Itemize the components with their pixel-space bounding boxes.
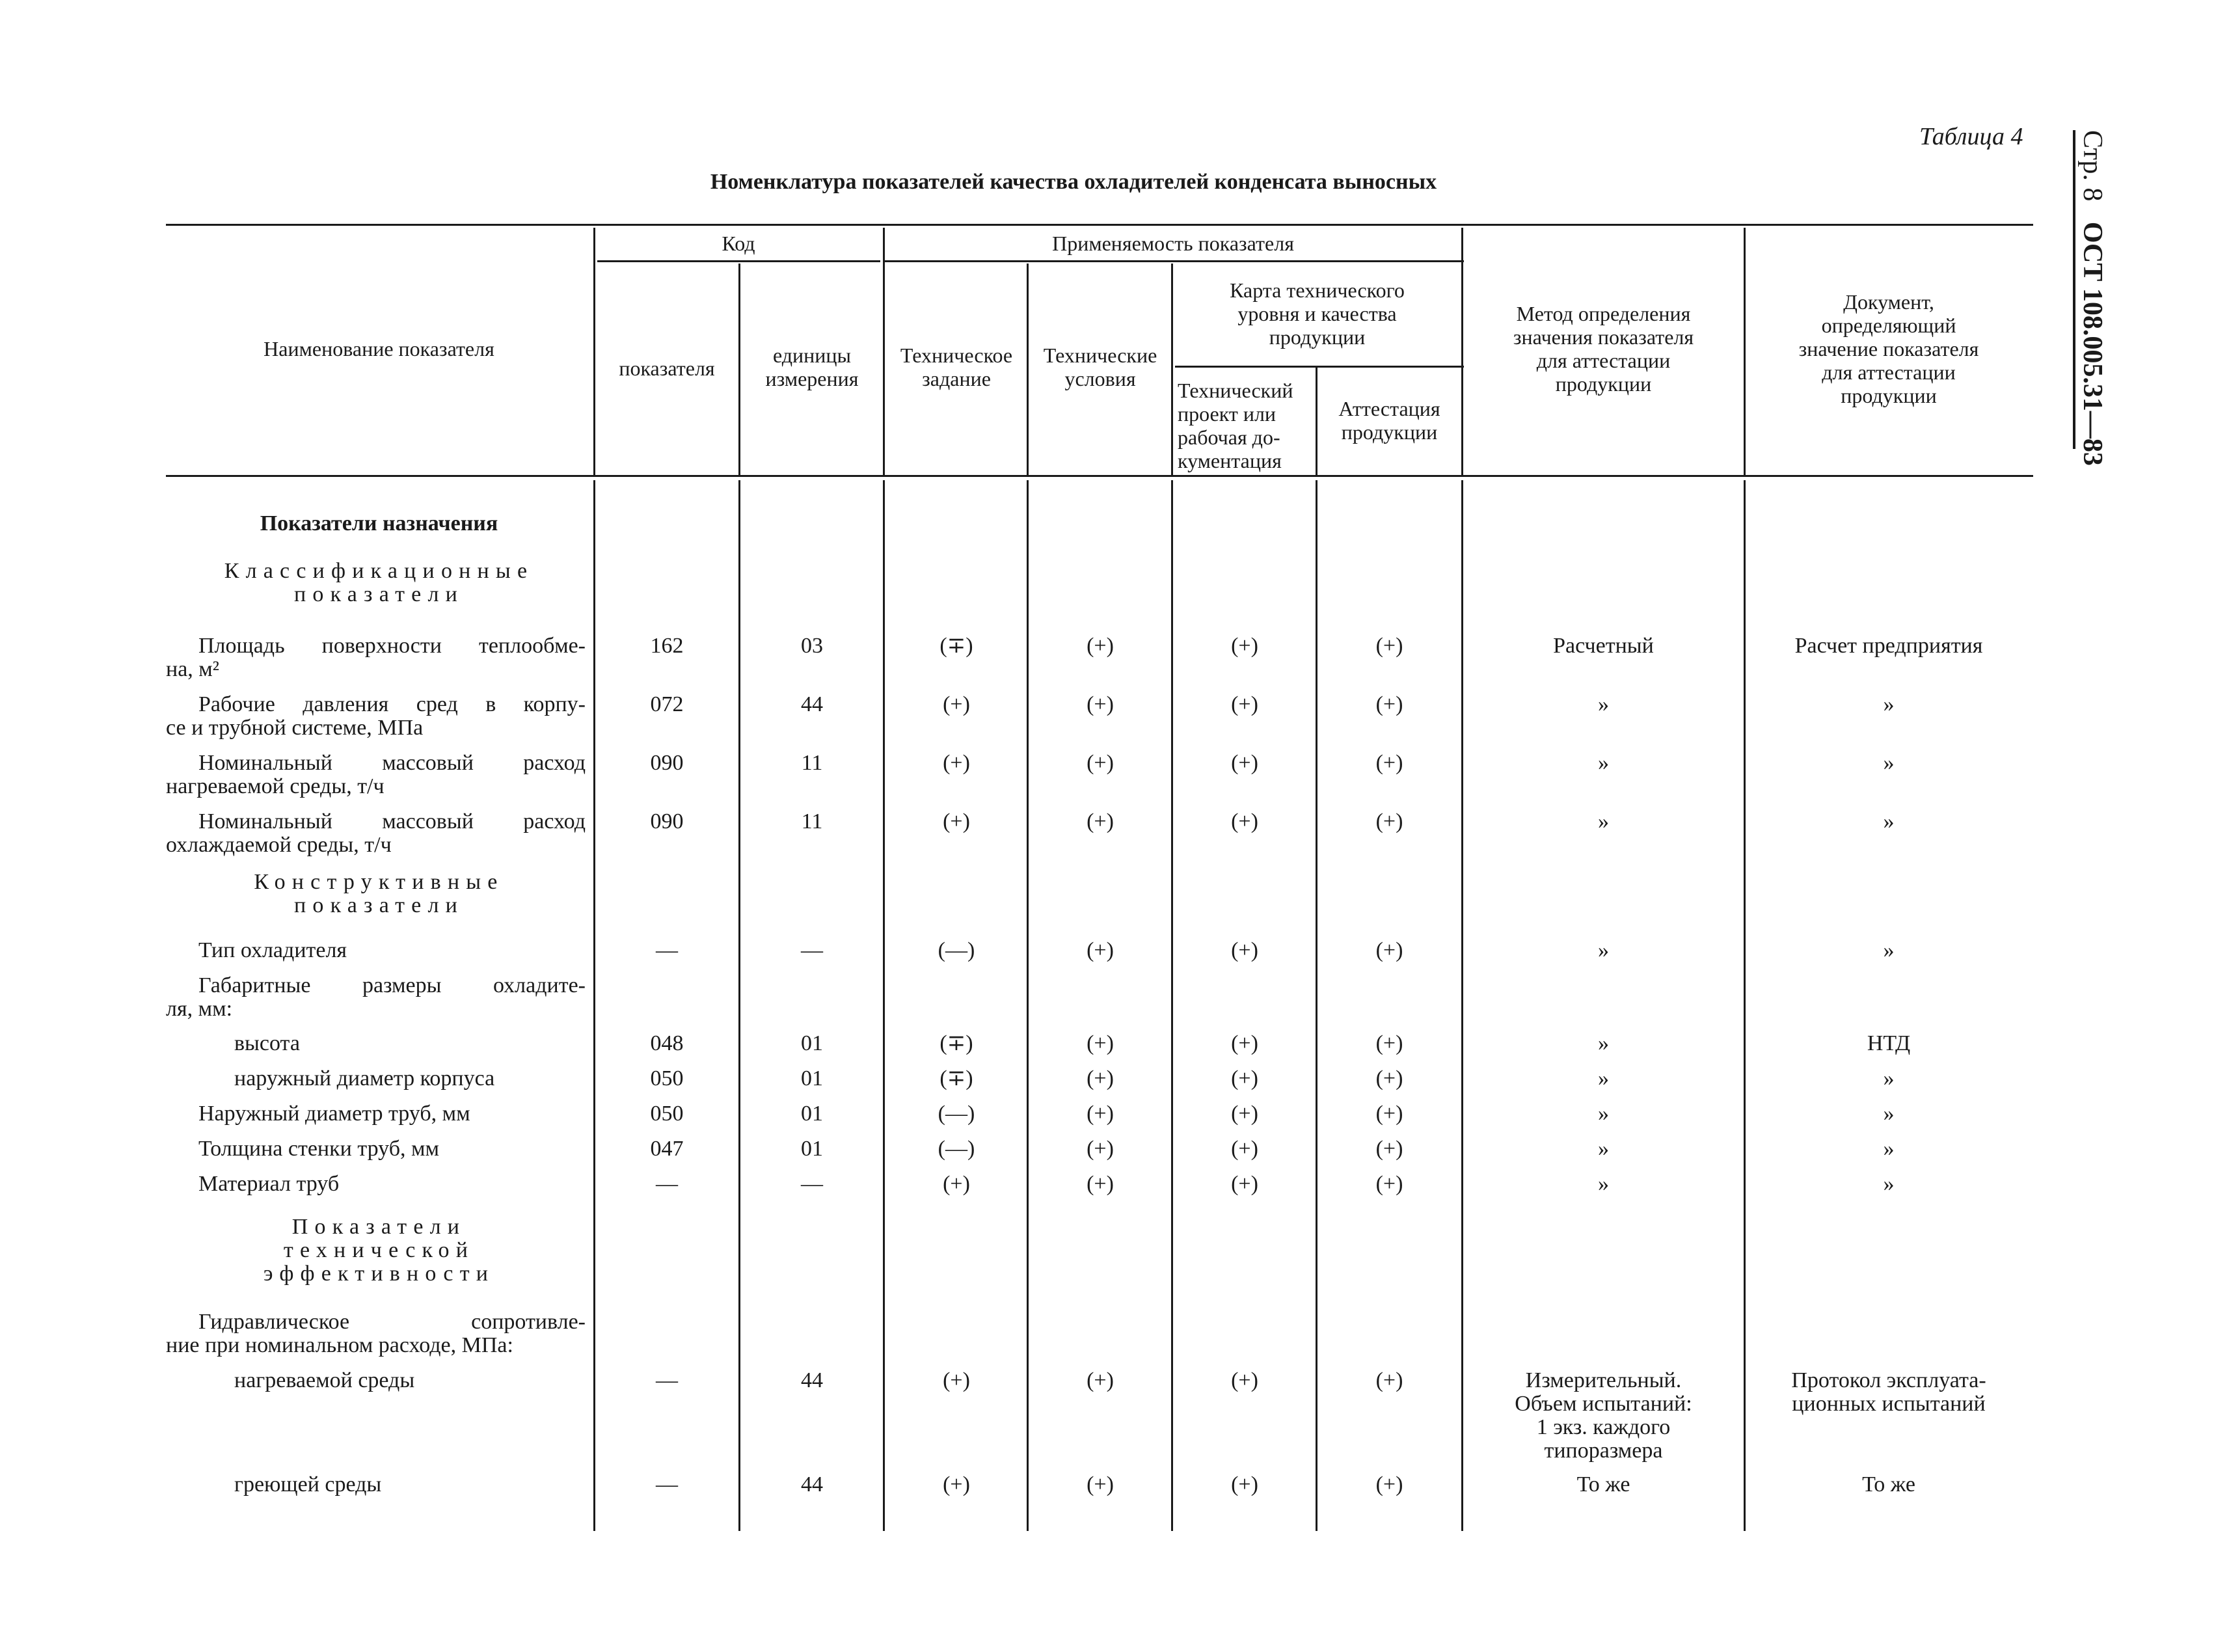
cell-tu: (+): [1087, 634, 1114, 658]
cell-tu: (+): [1087, 938, 1114, 962]
cell-tp: (+): [1231, 1472, 1258, 1496]
cell-method-4: типоразмера: [1544, 1439, 1663, 1463]
cell-tp: (+): [1231, 1137, 1258, 1161]
header-code-indicator: показателя: [619, 357, 715, 380]
cell-tp: (+): [1231, 1102, 1258, 1126]
cell-tu: (+): [1087, 1368, 1114, 1392]
row-name: Номинальный массовый расход: [198, 751, 586, 775]
header-tp-4: кументация: [1178, 449, 1282, 472]
standard-number: ОСТ 108.005.31—83: [2077, 221, 2107, 466]
cell-tp: (+): [1231, 692, 1258, 716]
cell-tz: (—): [938, 1102, 975, 1126]
cell-unit: 44: [801, 692, 823, 716]
cell-tz: (∓): [939, 634, 973, 658]
cell-doc: »: [1883, 1102, 1895, 1126]
cell-method: »: [1598, 692, 1609, 716]
cell-doc: »: [1883, 751, 1895, 775]
cell-doc: »: [1883, 1137, 1895, 1161]
code-rule: [597, 260, 880, 262]
cell-doc: То же: [1862, 1472, 1915, 1496]
cell-tp: (+): [1231, 809, 1258, 833]
section-efficiency: Показатели: [291, 1215, 466, 1239]
cell-tp: (+): [1231, 938, 1258, 962]
cell-code: 162: [650, 634, 684, 658]
row-name: наружный диаметр корпуса: [234, 1066, 495, 1090]
cell-tz: (—): [938, 938, 975, 962]
row-name: греющей среды: [234, 1472, 382, 1496]
header-doc-5: продукции: [1841, 384, 1937, 407]
section-purpose: Показатели назначения: [260, 511, 498, 535]
cell-doc: »: [1883, 692, 1895, 716]
header-doc-4: для аттестации: [1822, 360, 1956, 384]
header-bottom-rule: [166, 475, 2033, 477]
row-name: Номинальный массовый расход: [198, 809, 586, 833]
row-name-cont: охлаждаемой среды, т/ч: [166, 833, 392, 857]
cell-tu: (+): [1087, 692, 1114, 716]
cell-code: —: [656, 1172, 678, 1196]
cell-code: 090: [650, 809, 684, 833]
row-name: Толщина стенки труб, мм: [198, 1137, 440, 1161]
cell-tz: (+): [943, 1472, 970, 1496]
row-name: Тип охладителя: [198, 938, 347, 962]
cell-tu: (+): [1087, 1066, 1114, 1090]
row-name-cont: ля, мм:: [166, 997, 233, 1021]
cell-method: То же: [1576, 1472, 1630, 1496]
header-tp: Технический: [1178, 379, 1293, 402]
cell-tz: (+): [943, 1368, 970, 1392]
header-tp-2: проект или: [1178, 402, 1277, 426]
header-att-2: продукции: [1341, 420, 1438, 444]
cell-tu: (+): [1087, 1172, 1114, 1196]
cell-att: (+): [1375, 938, 1403, 962]
header-code-unit-2: измерения: [765, 367, 859, 390]
cell-method-3: 1 экз. каждого: [1536, 1415, 1671, 1439]
header-doc-3: значение показателя: [1798, 337, 1979, 360]
cell-unit: 01: [801, 1102, 823, 1126]
header-card-3: продукции: [1269, 325, 1366, 349]
cell-tu: (+): [1087, 1102, 1114, 1126]
cell-tz: (∓): [939, 1066, 973, 1090]
cell-unit: 03: [801, 634, 823, 658]
cell-method: »: [1598, 751, 1609, 775]
header-tz: Техническое: [900, 344, 1013, 367]
col-rule: [593, 228, 595, 475]
row-name-cont: ние при номинальном расходе, МПа:: [166, 1333, 513, 1357]
cell-att: (+): [1375, 1137, 1403, 1161]
cell-method: »: [1598, 1137, 1609, 1161]
header-code: Код: [722, 232, 755, 255]
cell-code: 090: [650, 751, 684, 775]
cell-unit: 11: [801, 809, 823, 833]
row-name: Площадь поверхности теплообме-: [198, 634, 586, 658]
cell-code: —: [656, 1368, 678, 1392]
cell-method-2: Объем испытаний:: [1515, 1392, 1692, 1416]
row-name: нагреваемой среды: [234, 1368, 415, 1392]
cell-att: (+): [1375, 692, 1403, 716]
row-name: Наружный диаметр труб, мм: [198, 1102, 470, 1126]
header-tp-3: рабочая до-: [1178, 426, 1280, 449]
cell-unit: 11: [801, 751, 823, 775]
row-name-cont: на, м²: [166, 657, 219, 681]
cell-method: »: [1598, 1066, 1609, 1090]
card-rule: [1175, 366, 1464, 368]
row-name: высота: [234, 1031, 300, 1055]
row-name-cont: нагреваемой среды, т/ч: [166, 774, 385, 798]
section-efficiency-2: технической: [283, 1238, 475, 1262]
cell-code: 048: [650, 1031, 684, 1055]
cell-code: 047: [650, 1137, 684, 1161]
header-code-unit: единицы: [772, 344, 852, 367]
section-classification-2: показатели: [293, 582, 465, 606]
section-efficiency-3: эффективности: [263, 1262, 495, 1286]
section-constructive-2: показатели: [293, 893, 465, 917]
cell-tz: (+): [943, 1172, 970, 1196]
header-method-3: для аттестации: [1536, 349, 1671, 372]
section-constructive: Конструктивные: [254, 870, 504, 894]
header-method-4: продукции: [1555, 372, 1652, 396]
cell-doc: Протокол эксплуата-: [1791, 1368, 1986, 1392]
cell-att: (+): [1375, 1368, 1403, 1392]
header-top-rule: [166, 224, 2033, 226]
header-method: Метод определения: [1516, 302, 1691, 325]
cell-att: (+): [1375, 1066, 1403, 1090]
cell-tz: (∓): [939, 1031, 973, 1055]
cell-tp: (+): [1231, 1368, 1258, 1392]
header-tz-2: задание: [922, 367, 991, 390]
cell-tu: (+): [1087, 1137, 1114, 1161]
cell-att: (+): [1375, 1472, 1403, 1496]
cell-att: (+): [1375, 1172, 1403, 1196]
row-name-cont: се и трубной системе, МПа: [166, 716, 424, 740]
cell-code: —: [656, 1472, 678, 1496]
cell-doc: »: [1883, 938, 1895, 962]
header-card: Карта технического: [1230, 278, 1405, 302]
row-name: Материал труб: [198, 1172, 340, 1196]
section-classification: Классификационные: [224, 559, 534, 583]
cell-code: 050: [650, 1102, 684, 1126]
cell-unit: 01: [801, 1137, 823, 1161]
cell-unit: 01: [801, 1031, 823, 1055]
header-name: Наименование показателя: [263, 337, 494, 360]
cell-code: 050: [650, 1066, 684, 1090]
cell-method: »: [1598, 1172, 1609, 1196]
cell-unit: —: [801, 938, 823, 962]
cell-tz: (+): [943, 751, 970, 775]
cell-unit: 44: [801, 1472, 823, 1496]
cell-method: Расчетный: [1553, 634, 1654, 658]
cell-tu: (+): [1087, 751, 1114, 775]
cell-tp: (+): [1231, 1031, 1258, 1055]
header-doc-2: определяющий: [1821, 314, 1956, 337]
cell-tp: (+): [1231, 1172, 1258, 1196]
cell-att: (+): [1375, 634, 1403, 658]
cell-doc: »: [1883, 809, 1895, 833]
header-att: Аттестация: [1338, 397, 1440, 420]
cell-doc: »: [1883, 1066, 1895, 1090]
cell-method: »: [1598, 1031, 1609, 1055]
cell-tz: (—): [938, 1137, 975, 1161]
cell-doc-2: ционных испытаний: [1792, 1392, 1986, 1416]
cell-tu: (+): [1087, 1031, 1114, 1055]
cell-unit: 01: [801, 1066, 823, 1090]
cell-tu: (+): [1087, 1472, 1114, 1496]
header-method-2: значения показателя: [1513, 325, 1694, 349]
cell-tu: (+): [1087, 809, 1114, 833]
page-number: Стр. 8: [2077, 130, 2107, 202]
cell-att: (+): [1375, 809, 1403, 833]
cell-method: »: [1598, 1102, 1609, 1126]
cell-code: 072: [650, 692, 684, 716]
table-label: Таблица 4: [1919, 123, 2023, 150]
cell-method: »: [1598, 938, 1609, 962]
header-applicability: Применяемость показателя: [1052, 232, 1294, 255]
table-title: Номенклатура показателей качества охладителей конденсата выносных: [710, 170, 1437, 194]
header-doc: Документ,: [1843, 290, 1934, 314]
cell-tp: (+): [1231, 751, 1258, 775]
cell-att: (+): [1375, 751, 1403, 775]
cell-method: Измерительный.: [1525, 1368, 1682, 1392]
cell-tp: (+): [1231, 1066, 1258, 1090]
cell-att: (+): [1375, 1102, 1403, 1126]
header-tu: Технические: [1043, 344, 1157, 367]
cell-doc: НТД: [1867, 1031, 1911, 1055]
cell-unit: —: [801, 1172, 823, 1196]
side-rule: [2073, 130, 2075, 449]
header-card-2: уровня и качества: [1237, 302, 1397, 325]
cell-tz: (+): [943, 692, 970, 716]
cell-unit: 44: [801, 1368, 823, 1392]
row-name: Габаритные размеры охладите-: [198, 973, 586, 997]
header-tu-2: условия: [1064, 367, 1136, 390]
row-name: Гидравлическое сопротивле-: [198, 1310, 586, 1334]
cell-doc: Расчет предприятия: [1794, 634, 1983, 658]
row-name: Рабочие давления сред в корпу-: [198, 692, 586, 716]
cell-code: —: [656, 938, 678, 962]
applicability-rule: [885, 260, 1464, 262]
cell-doc: »: [1883, 1172, 1895, 1196]
cell-tz: (+): [943, 809, 970, 833]
cell-method: »: [1598, 809, 1609, 833]
cell-att: (+): [1375, 1031, 1403, 1055]
side-header: [2077, 130, 2134, 466]
cell-tp: (+): [1231, 634, 1258, 658]
